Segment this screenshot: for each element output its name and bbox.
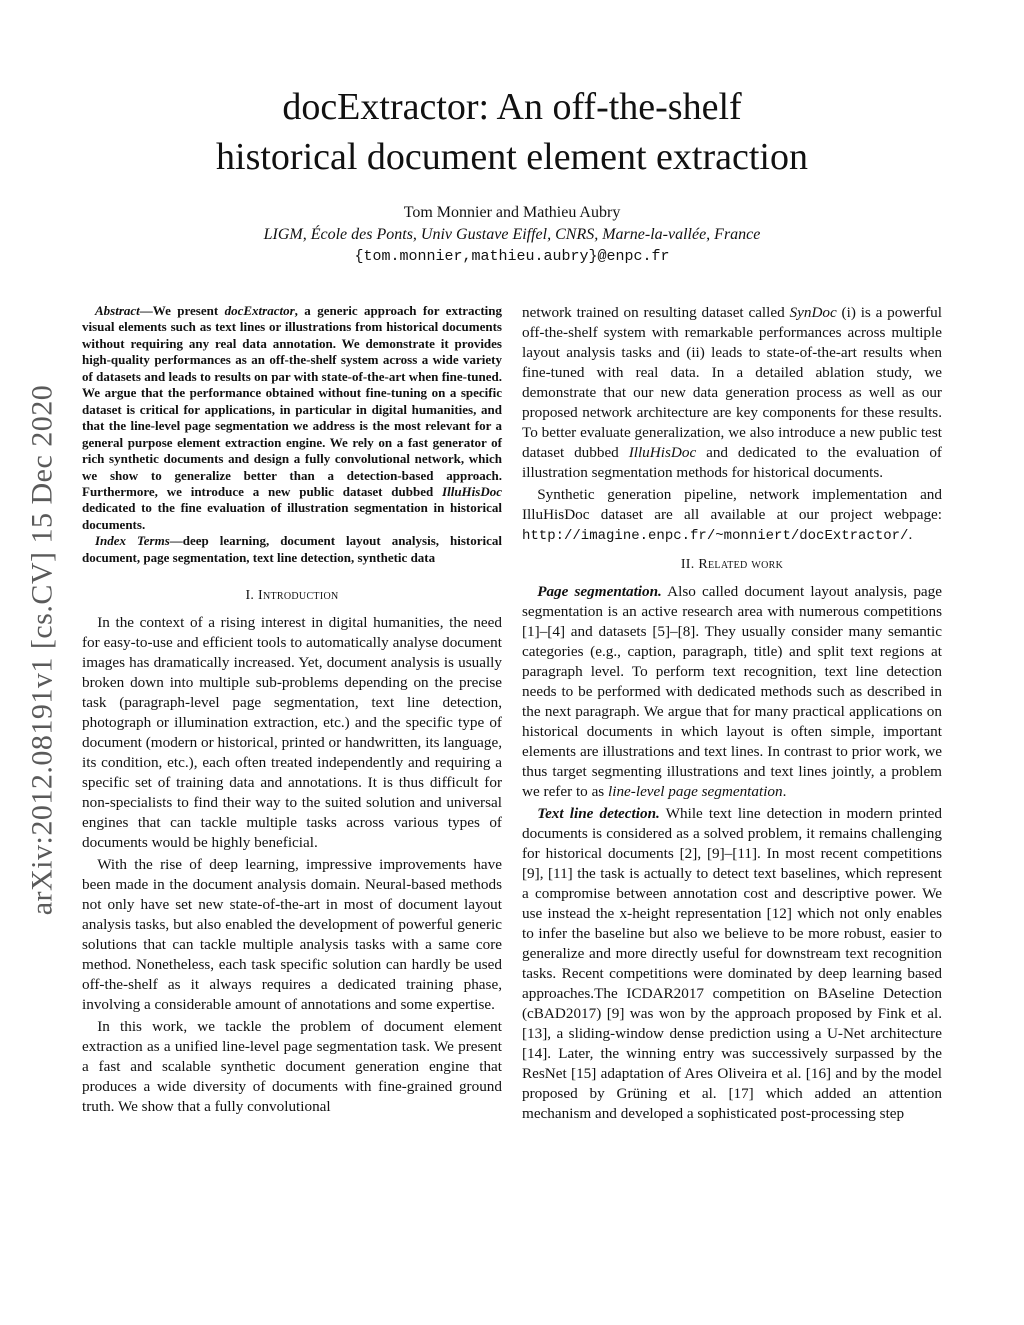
page-segmentation-heading: Page segmentation.: [537, 583, 662, 600]
index-terms-paragraph: [82, 533, 502, 566]
left-column: [82, 303, 502, 1117]
index-terms-text: —deep learning, document layout analysis, historical document, page segmentation, text line detection, synthetic data: [82, 533, 502, 565]
section-heading-introduction: I. Introduction: [245, 588, 339, 604]
author-email: {tom.monnier,mathieu.aubry}@enpc.fr: [354, 248, 670, 265]
intro-continuation-text-2: (i) is a powerful off-the-shelf system with remarkable performances across multiple layout analysis tasks and (ii) leads to state-of-the-art results when fine-tuned with real data. In a detailed ablation study, we demonstrate that our new data generation process as well as our proposed network architecture are key components for these results. To better evaluate generalization, we also introduce a new public test dataset dubbed: [522, 304, 942, 461]
abstract-paragraph: [82, 303, 502, 533]
intro-paragraph-2: With the rise of deep learning, impressive improvements have been made in the document analysis domain. Neural-based methods not only have set new state-of-the-art in most of document layout analysis tasks, but also enabled the development of powerful generic solutions that can tackle multiple analysis tasks with a same core method. Nonetheless, each task specific solution can hardly be used off-the-shelf as it always requires a dedicated training phase, involving a considerable amount of annotations and some expertise.: [82, 856, 502, 1014]
author-block: [0, 202, 1024, 268]
intro-continuation-paragraph: [522, 303, 942, 483]
index-terms-label: Index Terms: [95, 533, 170, 549]
abstract-text-1: —We present: [139, 303, 225, 318]
page-segmentation-text: Also called document layout analysis, page segmentation is an active research area with numerous competitions [1]–[4] and datasets [5]–[8]. They usually consider many semantic categories (e.g., caption, paragraph, title) and split text regions at paragraph level. To perform text recognition, text line detection needs to be performed with dedicated methods such as described in the next paragraph. We argue that for many practical applications on historical documents in which layout is often simple, important elements are illustrations and text lines. In contrast to prior work, we thus target segmenting illustrations and text lines jointly, a problem we refer to as: [522, 583, 942, 800]
syndoc-emphasis: SynDoc: [789, 304, 837, 321]
text-line-detection-paragraph: [522, 804, 942, 1124]
intro-paragraph-3: In this work, we tackle the problem of document element extraction as a unified line-level page segmentation task. We present a fast and scalable synthetic document generation engine that produces a wide diversity of documents with fine-grained ground truth. We show that a fully convolutional: [82, 1018, 502, 1116]
section-heading-related-work: II. Related work: [680, 557, 784, 572]
intro-paragraph-1: In the context of a rising interest in digital humanities, the need for easy-to-use and efficient tools to automatically analyse document images has dramatically increased. Yet, document analysis is usually broken down into multiple sub-problems depending on the precise task (paragraph-level page segmentation, text line detection, photograph or illumination extraction, etc.) and the specific type of document (modern or historical, printed or handwritten, its language, its condition, etc.), each often treated independently and requiring a specific set of training data and annotations. It is thus difficult for non-specialists to find their way to the suited solution and universal engines that can tackle multiple tasks across various types of documents would be highly beneficial.: [82, 614, 502, 852]
availability-paragraph: [522, 485, 942, 546]
illuhisdoc-emphasis: IlluHisDoc: [628, 444, 697, 461]
availability-period: .: [908, 526, 913, 543]
line-level-page-segmentation-emphasis: line-level page segmentation: [608, 783, 783, 800]
abstract-label: Abstract: [95, 303, 140, 318]
author-names: Tom Monnier and Mathieu Aubry: [403, 204, 621, 221]
arxiv-identifier-text: arXiv:2012.08191v1 [cs.CV] 15 Dec 2020: [25, 384, 58, 916]
abstract-emphasis-illuhisdoc: IlluHisDoc: [442, 483, 502, 499]
paper-title-line-2: historical document element extraction: [216, 136, 808, 178]
intro-continuation-text-3: and dedicated to the evaluation of illustration segmentation methods for historical documents.: [522, 444, 942, 481]
project-webpage-link[interactable]: http://imagine.enpc.fr/~monniert/docExtractor/: [522, 528, 909, 544]
right-column: [522, 303, 942, 1124]
page-segmentation-paragraph: [522, 582, 942, 802]
abstract-emphasis-docextractor: docExtractor: [224, 303, 295, 318]
availability-text: Synthetic generation pipeline, network implementation and IlluHisDoc dataset are all available at our project webpage:: [522, 486, 942, 523]
abstract-text-2: , a generic approach for extracting visual elements such as text lines or illustrations from historical documents without requiring any real data annotation. We demonstrate it provides high-quality performances as an off-the-shelf system across a wide variety of datasets and leads to results on par with state-of-the-art when fine-tuned. We argue that the performance obtained without fine-tuning on a specific dataset is critical for applications, in particular in digital humanities, and that the line-level page segmentation we address is the most relevant for a general purpose element extraction engine. We rely on a fast generator of rich synthetic documents and design a fully convolutional network, which we show to generalize better than a detection-based approach. Furthermore, we introduce a new public dataset dubbed: [82, 303, 502, 499]
abstract-text-3: dedicated to the fine evaluation of illustration segmentation in historical documents.: [82, 500, 502, 532]
page-segmentation-period: .: [782, 783, 787, 800]
author-affiliation: LIGM, École des Ponts, Univ Gustave Eiffel, CNRS, Marne-la-vallée, France: [263, 226, 761, 243]
paper-title-line-1: docExtractor: An off-the-shelf: [282, 86, 742, 128]
intro-continuation-text-1: network trained on resulting dataset called: [522, 304, 790, 321]
text-line-detection-heading: Text line detection.: [537, 805, 660, 822]
text-line-detection-text: While text line detection in modern printed documents is considered as a solved problem, it remains challenging for historical documents [2], [9]–[11]. In most recent competitions [9], [11] the task is actually to detect text baselines, which represent a compromise between annotation cost and descriptive power. We use instead the x-height representation [12] which not only enables to infer the baseline but also we believe to be more robust, easier to generalize and more directly useful for downstream text recognition tasks. Recent competitions were dominated by deep learning based approaches.The ICDAR2017 competition on BAseline Detection (cBAD2017) [9] was won by the approach proposed by Fink et al. [13], a sliding-window dense prediction using a U-Net architecture [14]. Later, the winning entry was successively surpassed by the ResNet [15] adaptation of Ares Oliveira et al. [16] and by the model proposed by Grüning et al. [17] which added an attention mechanism and developed a sophisticated post-processing step: [522, 805, 942, 1122]
arxiv-identifier-stamp: [24, 350, 60, 950]
paper-title: [0, 82, 1024, 182]
